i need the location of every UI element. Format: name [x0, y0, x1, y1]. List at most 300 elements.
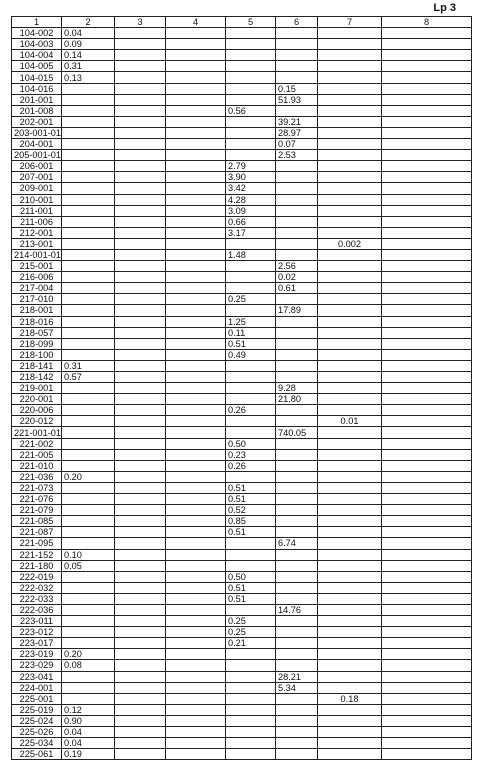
- table-cell-col-1: 221-087: [12, 527, 62, 538]
- table-cell-col-7: [318, 39, 382, 50]
- table-cell-col-6: [276, 316, 318, 327]
- table-cell-col-2: [62, 272, 115, 283]
- table-cell-col-4: [166, 416, 226, 427]
- table-cell-col-4: [166, 427, 226, 438]
- table-cell-col-8: [382, 727, 472, 738]
- table-cell-col-1: 222-036: [12, 604, 62, 615]
- table-cell-col-1: 223-012: [12, 627, 62, 638]
- table-cell-col-1: 203-001-01: [12, 127, 62, 138]
- table-cell-col-5: 0.51: [226, 582, 276, 593]
- table-cell-col-3: [115, 83, 166, 94]
- table-cell-col-4: [166, 294, 226, 305]
- table-cell-col-4: [166, 704, 226, 715]
- table-cell-col-8: [382, 471, 472, 482]
- table-cell-col-3: [115, 61, 166, 72]
- table-cell-col-7: [318, 216, 382, 227]
- table-cell-col-7: [318, 593, 382, 604]
- table-cell-col-3: [115, 283, 166, 294]
- table-cell-col-8: [382, 671, 472, 682]
- table-cell-col-6: [276, 505, 318, 516]
- table-cell-col-5: [226, 372, 276, 383]
- table-row: [12, 593, 472, 604]
- table-cell-col-4: [166, 227, 226, 238]
- table-cell-col-4: [166, 538, 226, 549]
- table-cell-col-1: 225-061: [12, 749, 62, 760]
- table-cell-col-2: [62, 205, 115, 216]
- table-row: [12, 604, 472, 615]
- table-cell-col-5: 0.51: [226, 494, 276, 505]
- table-cell-col-4: [166, 61, 226, 72]
- table-cell-col-1: 210-001: [12, 194, 62, 205]
- table-cell-col-1: 218-001: [12, 305, 62, 316]
- table-cell-col-2: 0.19: [62, 749, 115, 760]
- table-cell-col-7: [318, 72, 382, 83]
- table-row: [12, 416, 472, 427]
- table-cell-col-7: [318, 50, 382, 61]
- table-cell-col-5: [226, 471, 276, 482]
- table-cell-col-4: [166, 194, 226, 205]
- table-cell-col-8: [382, 549, 472, 560]
- table-cell-col-4: [166, 316, 226, 327]
- table-row: [12, 194, 472, 205]
- table-row: [12, 460, 472, 471]
- table-cell-col-1: 202-001: [12, 116, 62, 127]
- table-cell-col-2: 0.90: [62, 715, 115, 726]
- table-cell-col-2: 0.12: [62, 704, 115, 715]
- table-cell-col-1: 225-024: [12, 715, 62, 726]
- table-cell-col-1: 222-033: [12, 593, 62, 604]
- table-cell-col-4: [166, 660, 226, 671]
- table-cell-col-7: [318, 749, 382, 760]
- table-cell-col-4: [166, 560, 226, 571]
- table-cell-col-3: [115, 516, 166, 527]
- table-cell-col-4: [166, 94, 226, 105]
- table-cell-col-4: [166, 172, 226, 183]
- table-cell-col-3: [115, 216, 166, 227]
- table-cell-col-8: [382, 494, 472, 505]
- table-cell-col-5: [226, 604, 276, 615]
- table-cell-col-4: [166, 405, 226, 416]
- table-cell-col-4: [166, 616, 226, 627]
- table-cell-col-5: [226, 660, 276, 671]
- table-cell-col-1: 104-005: [12, 61, 62, 72]
- table-cell-col-8: [382, 527, 472, 538]
- table-cell-col-5: 0.51: [226, 593, 276, 604]
- table-row: [12, 649, 472, 660]
- table-cell-col-5: [226, 360, 276, 371]
- table-cell-col-8: [382, 216, 472, 227]
- table-cell-col-5: [226, 416, 276, 427]
- table-cell-col-1: 221-005: [12, 449, 62, 460]
- table-cell-col-6: [276, 50, 318, 61]
- table-cell-col-7: [318, 427, 382, 438]
- table-cell-col-7: [318, 405, 382, 416]
- table-row: [12, 172, 472, 183]
- table-cell-col-7: [318, 372, 382, 383]
- table-cell-col-4: [166, 460, 226, 471]
- table-cell-col-3: [115, 582, 166, 593]
- table-row: [12, 627, 472, 638]
- table-row: [12, 715, 472, 726]
- table-cell-col-4: [166, 349, 226, 360]
- table-cell-col-6: [276, 161, 318, 172]
- table-row: [12, 316, 472, 327]
- table-cell-col-6: 2.56: [276, 261, 318, 272]
- table-cell-col-2: [62, 416, 115, 427]
- table-cell-col-8: [382, 139, 472, 150]
- table-row: [12, 372, 472, 383]
- table-cell-col-7: [318, 394, 382, 405]
- table-cell-col-8: [382, 249, 472, 260]
- table-cell-col-5: [226, 383, 276, 394]
- table-cell-col-3: [115, 527, 166, 538]
- table-cell-col-5: [226, 283, 276, 294]
- table-cell-col-5: [226, 649, 276, 660]
- table-row: [12, 360, 472, 371]
- table-cell-col-6: [276, 105, 318, 116]
- table-row: [12, 50, 472, 61]
- table-row: [12, 571, 472, 582]
- table-cell-col-5: [226, 704, 276, 715]
- table-cell-col-7: [318, 571, 382, 582]
- table-row: [12, 238, 472, 249]
- table-cell-col-3: [115, 394, 166, 405]
- table-cell-col-4: [166, 582, 226, 593]
- table-cell-col-5: 3.90: [226, 172, 276, 183]
- table-cell-col-6: [276, 61, 318, 72]
- table-cell-col-4: [166, 638, 226, 649]
- table-cell-col-3: [115, 194, 166, 205]
- table-cell-col-2: 0.20: [62, 471, 115, 482]
- table-cell-col-3: [115, 50, 166, 61]
- column-header-2: 2: [62, 17, 115, 28]
- table-cell-col-4: [166, 116, 226, 127]
- table-cell-col-5: [226, 305, 276, 316]
- table-cell-col-8: [382, 183, 472, 194]
- table-cell-col-5: 0.26: [226, 405, 276, 416]
- table-cell-col-2: 0.05: [62, 560, 115, 571]
- table-cell-col-2: [62, 139, 115, 150]
- table-cell-col-2: [62, 394, 115, 405]
- table-cell-col-7: [318, 604, 382, 615]
- table-cell-col-5: 0.25: [226, 616, 276, 627]
- table-cell-col-8: [382, 427, 472, 438]
- table-cell-col-6: [276, 749, 318, 760]
- column-header-6: 6: [276, 17, 318, 28]
- table-cell-col-6: 21.80: [276, 394, 318, 405]
- table-cell-col-7: [318, 205, 382, 216]
- table-cell-col-6: [276, 72, 318, 83]
- table-cell-col-2: [62, 105, 115, 116]
- table-cell-col-1: 223-011: [12, 616, 62, 627]
- table-cell-col-5: [226, 61, 276, 72]
- table-cell-col-5: 3.17: [226, 227, 276, 238]
- table-cell-col-2: [62, 627, 115, 638]
- table-cell-col-4: [166, 604, 226, 615]
- table-cell-col-8: [382, 172, 472, 183]
- table-cell-col-7: [318, 161, 382, 172]
- table-cell-col-8: [382, 660, 472, 671]
- table-cell-col-5: 0.49: [226, 349, 276, 360]
- table-cell-col-2: [62, 227, 115, 238]
- table-cell-col-1: 201-001: [12, 94, 62, 105]
- table-cell-col-5: 0.85: [226, 516, 276, 527]
- table-cell-col-1: 224-001: [12, 682, 62, 693]
- table-cell-col-8: [382, 116, 472, 127]
- table-row: [12, 638, 472, 649]
- table-cell-col-4: [166, 50, 226, 61]
- table-cell-col-1: 220-012: [12, 416, 62, 427]
- table-cell-col-4: [166, 238, 226, 249]
- table-cell-col-2: 0.04: [62, 727, 115, 738]
- table-cell-col-3: [115, 749, 166, 760]
- table-cell-col-6: 0.61: [276, 283, 318, 294]
- table-cell-col-1: 218-100: [12, 349, 62, 360]
- table-cell-col-6: 28.97: [276, 127, 318, 138]
- table-cell-col-3: [115, 105, 166, 116]
- table-cell-col-4: [166, 127, 226, 138]
- table-cell-col-8: [382, 94, 472, 105]
- table-cell-col-4: [166, 449, 226, 460]
- table-cell-col-3: [115, 316, 166, 327]
- table-cell-col-8: [382, 460, 472, 471]
- table-cell-col-2: 0.04: [62, 738, 115, 749]
- table-cell-col-3: [115, 460, 166, 471]
- table-cell-col-4: [166, 205, 226, 216]
- table-cell-col-3: [115, 172, 166, 183]
- table-row: [12, 616, 472, 627]
- table-row: [12, 183, 472, 194]
- table-cell-col-4: [166, 715, 226, 726]
- table-cell-col-5: [226, 693, 276, 704]
- table-cell-col-3: [115, 94, 166, 105]
- table-row: [12, 749, 472, 760]
- table-cell-col-5: [226, 238, 276, 249]
- table-cell-col-7: [318, 338, 382, 349]
- table-cell-col-3: [115, 704, 166, 715]
- table-cell-col-8: [382, 593, 472, 604]
- table-cell-col-2: [62, 127, 115, 138]
- column-header-1: 1: [12, 17, 62, 28]
- table-row: [12, 305, 472, 316]
- table-cell-col-8: [382, 261, 472, 272]
- table-cell-col-1: 206-001: [12, 161, 62, 172]
- table-cell-col-7: [318, 538, 382, 549]
- table-cell-col-6: [276, 549, 318, 560]
- table-cell-col-5: 0.26: [226, 460, 276, 471]
- table-cell-col-5: [226, 682, 276, 693]
- table-cell-col-8: [382, 538, 472, 549]
- table-cell-col-4: [166, 161, 226, 172]
- table-cell-col-3: [115, 571, 166, 582]
- table-cell-col-2: [62, 305, 115, 316]
- table-cell-col-1: 222-019: [12, 571, 62, 582]
- data-table: [11, 16, 472, 760]
- table-cell-col-3: [115, 416, 166, 427]
- table-cell-col-6: [276, 649, 318, 660]
- table-cell-col-2: [62, 616, 115, 627]
- table-cell-col-7: [318, 349, 382, 360]
- table-cell-col-4: [166, 28, 226, 39]
- table-cell-col-5: [226, 94, 276, 105]
- table-row: [12, 28, 472, 39]
- table-cell-col-5: 0.50: [226, 571, 276, 582]
- table-row: [12, 405, 472, 416]
- table-cell-col-7: [318, 116, 382, 127]
- table-cell-col-5: [226, 538, 276, 549]
- table-cell-col-4: [166, 627, 226, 638]
- table-cell-col-7: 0.01: [318, 416, 382, 427]
- table-cell-col-4: [166, 505, 226, 516]
- table-cell-col-1: 218-142: [12, 372, 62, 383]
- table-row: [12, 127, 472, 138]
- table-cell-col-2: [62, 527, 115, 538]
- table-cell-col-8: [382, 416, 472, 427]
- table-cell-col-5: [226, 139, 276, 150]
- table-cell-col-2: [62, 150, 115, 161]
- table-cell-col-6: [276, 438, 318, 449]
- table-cell-col-3: [115, 249, 166, 260]
- table-row: [12, 682, 472, 693]
- table-row: [12, 94, 472, 105]
- table-cell-col-4: [166, 471, 226, 482]
- table-cell-col-8: [382, 560, 472, 571]
- table-cell-col-2: [62, 194, 115, 205]
- column-header-5: 5: [226, 17, 276, 28]
- table-cell-col-8: [382, 227, 472, 238]
- table-cell-col-3: [115, 72, 166, 83]
- table-cell-col-6: [276, 327, 318, 338]
- table-cell-col-4: [166, 183, 226, 194]
- table-cell-col-5: 0.23: [226, 449, 276, 460]
- table-cell-col-3: [115, 682, 166, 693]
- table-cell-col-6: [276, 416, 318, 427]
- table-row: [12, 150, 472, 161]
- table-cell-col-3: [115, 294, 166, 305]
- table-cell-col-5: 0.56: [226, 105, 276, 116]
- table-cell-col-8: [382, 83, 472, 94]
- table-cell-col-4: [166, 327, 226, 338]
- table-cell-col-7: [318, 649, 382, 660]
- table-cell-col-5: 1.48: [226, 249, 276, 260]
- table-cell-col-7: [318, 327, 382, 338]
- table-cell-col-5: [226, 394, 276, 405]
- table-cell-col-8: [382, 205, 472, 216]
- table-row: [12, 449, 472, 460]
- table-cell-col-1: 223-041: [12, 671, 62, 682]
- table-cell-col-3: [115, 560, 166, 571]
- table-cell-col-2: [62, 449, 115, 460]
- table-cell-col-1: 225-034: [12, 738, 62, 749]
- table-cell-col-2: [62, 238, 115, 249]
- table-cell-col-2: [62, 338, 115, 349]
- table-cell-col-6: [276, 704, 318, 715]
- table-cell-col-6: 28.21: [276, 671, 318, 682]
- table-cell-col-1: 218-099: [12, 338, 62, 349]
- table-row: [12, 61, 472, 72]
- table-cell-col-2: 0.10: [62, 549, 115, 560]
- table-cell-col-4: [166, 216, 226, 227]
- table-row: [12, 205, 472, 216]
- table-cell-col-2: [62, 593, 115, 604]
- table-cell-col-5: 0.50: [226, 438, 276, 449]
- table-cell-col-4: [166, 150, 226, 161]
- table-cell-col-8: [382, 238, 472, 249]
- table-cell-col-1: 223-029: [12, 660, 62, 671]
- table-cell-col-4: [166, 438, 226, 449]
- table-cell-col-7: 0.18: [318, 693, 382, 704]
- table-cell-col-6: [276, 571, 318, 582]
- table-cell-col-7: [318, 482, 382, 493]
- header-row: [12, 17, 472, 28]
- table-cell-col-3: [115, 116, 166, 127]
- table-cell-col-1: 104-002: [12, 28, 62, 39]
- table-row: [12, 727, 472, 738]
- table-cell-col-3: [115, 349, 166, 360]
- table-cell-col-3: [115, 39, 166, 50]
- table-cell-col-6: [276, 216, 318, 227]
- table-cell-col-1: 223-017: [12, 638, 62, 649]
- table-cell-col-8: [382, 749, 472, 760]
- table-cell-col-8: [382, 682, 472, 693]
- table-cell-col-8: [382, 338, 472, 349]
- table-cell-col-6: [276, 738, 318, 749]
- table-cell-col-7: [318, 494, 382, 505]
- table-cell-col-7: [318, 172, 382, 183]
- table-cell-col-4: [166, 283, 226, 294]
- table-cell-col-6: [276, 238, 318, 249]
- table-cell-col-7: [318, 549, 382, 560]
- table-cell-col-6: [276, 616, 318, 627]
- table-cell-col-8: [382, 383, 472, 394]
- table-cell-col-3: [115, 139, 166, 150]
- table-cell-col-3: [115, 616, 166, 627]
- table-cell-col-1: 213-001: [12, 238, 62, 249]
- table-cell-col-1: 221-076: [12, 494, 62, 505]
- table-cell-col-4: [166, 105, 226, 116]
- table-cell-col-3: [115, 305, 166, 316]
- table-cell-col-8: [382, 627, 472, 638]
- table-cell-col-6: [276, 638, 318, 649]
- table-row: [12, 505, 472, 516]
- table-row: [12, 549, 472, 560]
- table-cell-col-6: 6.74: [276, 538, 318, 549]
- table-cell-col-2: [62, 671, 115, 682]
- table-cell-col-1: 218-141: [12, 360, 62, 371]
- table-cell-col-3: [115, 427, 166, 438]
- table-cell-col-6: 14.76: [276, 604, 318, 615]
- table-cell-col-2: 0.31: [62, 360, 115, 371]
- table-cell-col-1: 207-001: [12, 172, 62, 183]
- table-cell-col-1: 205-001-01: [12, 150, 62, 161]
- table-row: [12, 338, 472, 349]
- table-row: [12, 660, 472, 671]
- table-cell-col-6: [276, 205, 318, 216]
- table-row: [12, 516, 472, 527]
- table-row: [12, 249, 472, 260]
- table-cell-col-7: [318, 283, 382, 294]
- table-cell-col-7: [318, 294, 382, 305]
- table-cell-col-2: [62, 349, 115, 360]
- table-cell-col-7: [318, 383, 382, 394]
- table-cell-col-4: [166, 360, 226, 371]
- table-row: [12, 738, 472, 749]
- table-cell-col-8: [382, 327, 472, 338]
- table-row: [12, 693, 472, 704]
- table-cell-col-7: [318, 83, 382, 94]
- table-cell-col-2: [62, 283, 115, 294]
- table-cell-col-1: 104-016: [12, 83, 62, 94]
